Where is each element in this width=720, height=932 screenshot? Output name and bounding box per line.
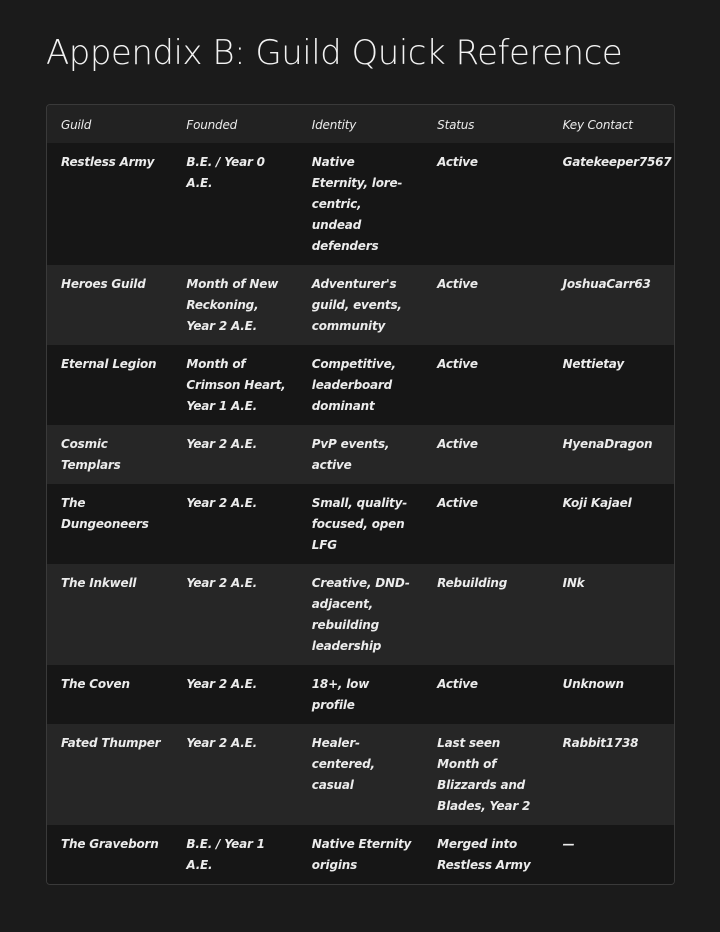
- cell-guild: Fated Thumper: [47, 724, 172, 825]
- table-row: [47, 484, 674, 564]
- table-row: [47, 564, 674, 665]
- cell-identity: Small, quality-focused, open LFG: [298, 484, 423, 564]
- cell-guild: The Dungeoneers: [47, 484, 172, 564]
- table-row: [47, 825, 674, 884]
- cell-status: Active: [423, 665, 548, 724]
- cell-guild: Eternal Legion: [47, 345, 172, 425]
- guild-table-container: [46, 104, 675, 885]
- cell-identity: Native Eternity origins: [298, 825, 423, 884]
- cell-status: Active: [423, 484, 548, 564]
- cell-identity: 18+, low profile: [298, 665, 423, 724]
- cell-key-contact: —: [549, 825, 674, 884]
- cell-founded: Year 2 A.E.: [172, 484, 297, 564]
- table-header: [47, 105, 674, 143]
- cell-founded: Year 2 A.E.: [172, 564, 297, 665]
- cell-status: Active: [423, 143, 548, 265]
- cell-founded: B.E. / Year 0 A.E.: [172, 143, 297, 265]
- cell-key-contact: Nettietay: [549, 345, 674, 425]
- header-key-contact: Key Contact: [549, 105, 674, 143]
- cell-identity: PvP events, active: [298, 425, 423, 484]
- header-identity: Identity: [298, 105, 423, 143]
- cell-identity: Adventurer's guild, events, community: [298, 265, 423, 345]
- cell-founded: B.E. / Year 1 A.E.: [172, 825, 297, 884]
- header-status: Status: [423, 105, 548, 143]
- cell-guild: Cosmic Templars: [47, 425, 172, 484]
- cell-founded: Year 2 A.E.: [172, 724, 297, 825]
- table-row: [47, 143, 674, 265]
- cell-status: Last seen Month of Blizzards and Blades, Year 2: [423, 724, 548, 825]
- cell-identity: Native Eternity, lore-centric, undead defenders: [298, 143, 423, 265]
- cell-key-contact: Unknown: [549, 665, 674, 724]
- cell-guild: Restless Army: [47, 143, 172, 265]
- cell-key-contact: Rabbit1738: [549, 724, 674, 825]
- cell-key-contact: Koji Kajael: [549, 484, 674, 564]
- header-guild: Guild: [47, 105, 172, 143]
- cell-founded: Year 2 A.E.: [172, 425, 297, 484]
- table-body: [47, 143, 674, 884]
- cell-identity: Healer-centered, casual: [298, 724, 423, 825]
- cell-identity: Competitive, leaderboard dominant: [298, 345, 423, 425]
- table-row: [47, 265, 674, 345]
- cell-founded: Month of New Reckoning, Year 2 A.E.: [172, 265, 297, 345]
- header-founded: Founded: [172, 105, 297, 143]
- cell-founded: Month of Crimson Heart, Year 1 A.E.: [172, 345, 297, 425]
- cell-founded: Year 2 A.E.: [172, 665, 297, 724]
- cell-status: Rebuilding: [423, 564, 548, 665]
- table-row: [47, 665, 674, 724]
- cell-status: Active: [423, 265, 548, 345]
- cell-status: Active: [423, 425, 548, 484]
- cell-status: Active: [423, 345, 548, 425]
- cell-key-contact: INk: [549, 564, 674, 665]
- cell-guild: The Coven: [47, 665, 172, 724]
- cell-guild: Heroes Guild: [47, 265, 172, 345]
- cell-key-contact: Gatekeeper7567: [549, 143, 674, 265]
- cell-identity: Creative, DND-adjacent, rebuilding leadership: [298, 564, 423, 665]
- cell-key-contact: HyenaDragon: [549, 425, 674, 484]
- table-row: [47, 724, 674, 825]
- table-row: [47, 345, 674, 425]
- cell-guild: The Graveborn: [47, 825, 172, 884]
- header-row: [47, 105, 674, 143]
- page-title: Appendix B: Guild Quick Reference: [46, 33, 623, 73]
- cell-guild: The Inkwell: [47, 564, 172, 665]
- guild-table: [47, 105, 674, 884]
- cell-status: Merged into Restless Army: [423, 825, 548, 884]
- table-row: [47, 425, 674, 484]
- cell-key-contact: JoshuaCarr63: [549, 265, 674, 345]
